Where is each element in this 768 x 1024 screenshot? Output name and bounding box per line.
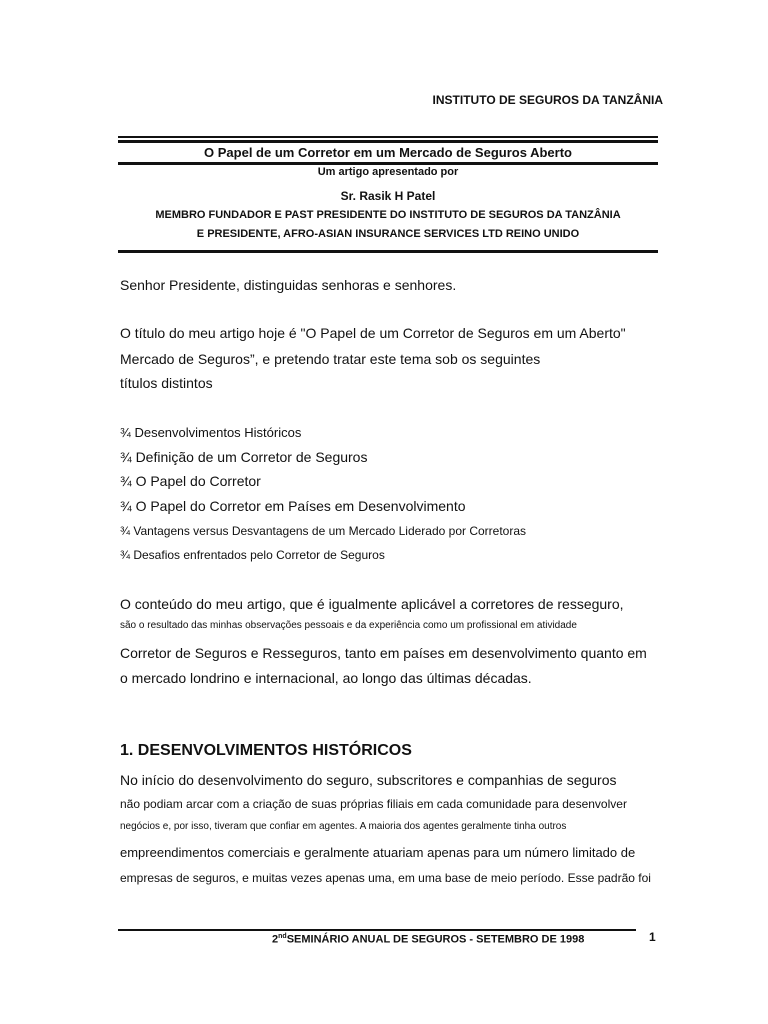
section-line-4: empreendimentos comerciais e geralmente atuariam apenas para um número limitado de: [120, 845, 636, 860]
paper-title: O Papel de um Corretor em um Mercado de Seguros Aberto: [204, 145, 572, 160]
title-rule-top-thin: [118, 136, 658, 138]
footer-seminar-text: SEMINÁRIO ANUAL DE SEGUROS - SETEMBRO DE 1998: [286, 933, 585, 946]
content-line-2: são o resultado das minhas observações pessoais e da experiência como um profissional em atividade: [120, 620, 577, 631]
author-role-2: E PRESIDENTE, AFRO-ASIAN INSURANCE SERVICES LTD REINO UNIDO: [196, 228, 580, 240]
section-line-3: negócios e, por isso, tiveram que confiar em agentes. A maioria dos agentes geralmente tinha outros: [120, 821, 567, 832]
title-rule-under: [118, 162, 658, 165]
content-line-1: O conteúdo do meu artigo, que é igualmente aplicável a corretores de resseguro,: [120, 596, 624, 612]
author-role-1: MEMBRO FUNDADOR E PAST PRESIDENTE DO INSTITUTO DE SEGUROS DA TANZÂNIA: [155, 209, 621, 221]
presented-by: Um artigo apresentado por: [317, 166, 459, 178]
section-line-2: não podiam arcar com a criação de suas próprias filiais em cada comunidade para desenvolver: [120, 797, 627, 811]
list-item: ¾ Desenvolvimentos Históricos: [120, 425, 302, 440]
list-item: ¾ Definição de um Corretor de Seguros: [120, 449, 368, 465]
footer-rule: [118, 929, 636, 931]
content-line-4: o mercado londrino e internacional, ao longo das últimas décadas.: [120, 670, 532, 686]
list-item: ¾ O Papel do Corretor em Países em Desenvolvimento: [120, 498, 466, 514]
title-rule-bottom: [118, 250, 658, 253]
title-rule-top-thick: [118, 140, 658, 143]
section-heading: 1. DESENVOLVIMENTOS HISTÓRICOS: [120, 742, 412, 759]
institute-header: INSTITUTO DE SEGUROS DA TANZÂNIA: [432, 93, 663, 107]
footer-seminar: [272, 933, 584, 946]
section-line-1: No início do desenvolvimento do seguro, subscritores e companhias de seguros: [120, 772, 617, 788]
author-name: Sr. Rasik H Patel: [340, 189, 436, 203]
list-item: ¾ Desafios enfrentados pelo Corretor de Seguros: [120, 548, 385, 562]
page-number: 1: [649, 930, 656, 944]
greeting: Senhor Presidente, distinguidas senhoras e senhores.: [120, 277, 457, 293]
footer-ordinal-suffix: nd: [278, 933, 287, 940]
content-line-3: Corretor de Seguros e Resseguros, tanto em países em desenvolvimento quanto em: [120, 645, 647, 661]
list-item: ¾ Vantagens versus Desvantagens de um Mercado Liderado por Corretoras: [120, 524, 527, 538]
intro-line-2: Mercado de Seguros”, e pretendo tratar este tema sob os seguintes: [120, 351, 541, 367]
footer-ordinal-number: 2: [272, 933, 279, 946]
intro-line-1: O título do meu artigo hoje é "O Papel de um Corretor de Seguros em um Aberto": [120, 325, 626, 341]
intro-line-3: títulos distintos: [120, 375, 213, 391]
section-line-5: empresas de seguros, e muitas vezes apenas uma, em uma base de meio período. Esse padrão foi: [120, 871, 651, 885]
list-item: ¾ O Papel do Corretor: [120, 473, 261, 489]
